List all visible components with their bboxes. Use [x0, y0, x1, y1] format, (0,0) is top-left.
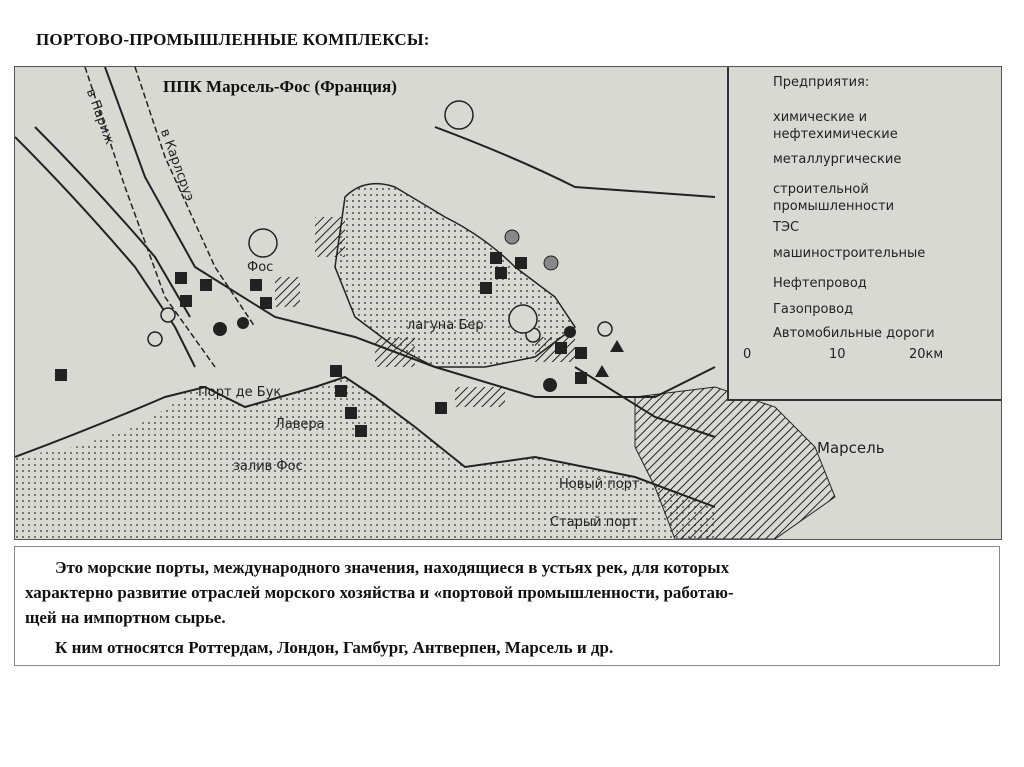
label-old-port: Старый порт [550, 515, 638, 530]
power-plants [595, 340, 624, 377]
description-line-1: Это морские порты, международного значения, находящиеся в устьях рек, для которых [55, 558, 730, 577]
description-line-4: К ним относятся Роттердам, Лондон, Гамбург, Антверпен, Марсель и др. [55, 638, 614, 657]
legend-item-roads: Автомобильные дороги [773, 326, 935, 341]
label-lagoon: лагуна Бер [407, 318, 484, 333]
label-to-karlsruhe: в Карлсруэ [156, 127, 197, 204]
road-east [435, 127, 715, 197]
label-new-port: Новый порт [559, 477, 640, 492]
label-fos: Фос [247, 260, 274, 275]
scale-mid: 10 [829, 347, 846, 362]
legend-item-gas-pipeline: Газопровод [773, 302, 854, 317]
legend-item-metallurgical: металлургические [773, 152, 902, 167]
legend-item-chemical: химические и нефтехимические [773, 110, 898, 142]
description-line-2: характерно развитие отраслей морского хозяйства и «портовой промышленности, работаю- [25, 583, 734, 602]
map-legend [727, 67, 1002, 401]
map-figure [14, 66, 1002, 540]
description-line-3: щей на импортном сырье. [25, 608, 226, 627]
legend-item-oil-pipeline: Нефтепровод [773, 276, 867, 291]
legend-item-construction: строительной промышленности [773, 182, 895, 214]
legend-item-machinery: машиностроительные [773, 246, 926, 261]
description-box [14, 546, 1000, 666]
scale-end: 20км [909, 347, 944, 362]
slide-title: ПОРТОВО-ПРОМЫШЛЕННЫЕ КОМПЛЕКСЫ: [36, 30, 430, 49]
label-marseille: Марсель [817, 439, 885, 457]
map-subtitle: ППК Марсель-Фос (Франция) [163, 77, 397, 96]
legend-title: Предприятия: [773, 75, 870, 90]
scale-zero: 0 [743, 347, 752, 362]
label-to-paris: в Париж [82, 87, 117, 147]
label-lavera: Лавера [275, 417, 325, 432]
legend-item-power: ТЭС [773, 220, 800, 235]
label-port-de-buc: Порт де Бук [198, 385, 282, 400]
label-gulf-fos: залив Фос [233, 459, 303, 474]
